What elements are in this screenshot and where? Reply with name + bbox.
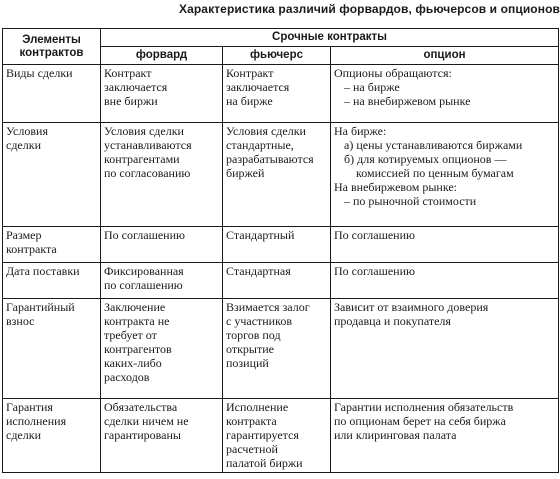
cell-line: а) цены устанавливаются биржами: [344, 138, 523, 152]
cell-line: по соглашению: [104, 278, 183, 292]
cell-line: Размер: [6, 228, 42, 242]
cell-forward: [101, 299, 223, 399]
header-forward: форвард: [101, 47, 223, 65]
cell-element: [3, 123, 101, 227]
cell-line: Гарантия: [6, 400, 53, 414]
cell-line: контракта не: [104, 314, 170, 328]
cell-line: взнос: [6, 314, 35, 328]
header-option: опцион: [331, 47, 559, 65]
cell-line: Виды сделки: [6, 66, 73, 80]
cell-line: продавца и покупателя: [334, 314, 451, 328]
cell-line: исполнения: [6, 414, 67, 428]
cell-line: Зависит от взаимного доверия: [334, 300, 489, 314]
cell-line: Контракт: [226, 66, 274, 80]
table-row: [3, 227, 559, 263]
cell-line: позиций: [226, 356, 269, 370]
cell-line: По соглашению: [334, 264, 415, 278]
cell-futures: [223, 227, 331, 263]
cell-element: [3, 263, 101, 299]
cell-line: заключается: [104, 80, 168, 94]
cell-futures: [223, 399, 331, 473]
cell-line: По соглашению: [334, 228, 415, 242]
cell-line: Заключение: [104, 300, 166, 314]
cell-option: [331, 299, 559, 399]
cell-line: контракта: [6, 242, 57, 256]
table-row: [3, 399, 559, 473]
cell-option: [331, 123, 559, 227]
cell-line: Обязательства: [104, 400, 178, 414]
cell-line: Условия сделки: [104, 124, 184, 138]
cell-line: с участников: [226, 314, 292, 328]
cell-line: Контракт: [104, 66, 152, 80]
cell-option: [331, 263, 559, 299]
cell-line: – по рыночной стоимости: [344, 194, 477, 208]
cell-line: комиссией по ценным бумагам: [356, 166, 514, 180]
cell-line: торгов под: [226, 328, 281, 342]
cell-line: требует от: [104, 328, 157, 342]
header-elements-line: Элементы: [22, 33, 81, 46]
cell-line: Условия сделки: [226, 124, 306, 138]
cell-element: [3, 227, 101, 263]
cell-forward: [101, 399, 223, 473]
header-elements-line: контрактов: [19, 46, 84, 59]
cell-line: каких-либо: [104, 356, 162, 370]
cell-element: [3, 399, 101, 473]
cell-line: – на бирже: [344, 80, 400, 94]
cell-futures: [223, 299, 331, 399]
cell-line: устанавливаются: [104, 138, 192, 152]
cell-line: На внебиржевом рынке:: [334, 180, 458, 194]
comparison-table: [2, 28, 559, 473]
cell-line: Гарантии исполнения обязательств: [334, 400, 514, 414]
cell-line: – на внебиржевом рынке: [344, 94, 471, 108]
header-group: Срочные контракты: [101, 29, 559, 47]
cell-line: разрабатываются: [226, 152, 314, 166]
cell-line: Опционы обращаются:: [334, 66, 452, 80]
cell-line: Гарантийный: [6, 300, 75, 314]
table-row: [3, 65, 559, 123]
cell-futures: [223, 263, 331, 299]
cell-line: заключается: [226, 80, 290, 94]
cell-line: Дата поставки: [6, 264, 80, 278]
cell-line: стандартные,: [226, 138, 294, 152]
table-header: [3, 29, 559, 65]
cell-line: по согласованию: [104, 166, 191, 180]
cell-line: контрагентов: [104, 342, 172, 356]
cell-line: сделки: [6, 428, 41, 442]
table-body: [3, 65, 559, 473]
table-row: [3, 263, 559, 299]
cell-line: или клиринговая палата: [334, 428, 457, 442]
cell-futures: [223, 65, 331, 123]
cell-line: гарантированы: [104, 428, 181, 442]
cell-line: Фиксированная: [104, 264, 184, 278]
cell-line: По соглашению: [104, 228, 185, 242]
cell-line: вне биржи: [104, 94, 158, 108]
cell-line: Взимается залог: [226, 300, 310, 314]
table-row: [3, 123, 559, 227]
cell-line: На бирже:: [334, 124, 387, 138]
header-futures: фьючерс: [223, 47, 331, 65]
cell-line: по опционам берет на себя биржа: [334, 414, 506, 428]
cell-forward: [101, 263, 223, 299]
cell-line: Стандартная: [226, 264, 291, 278]
cell-forward: [101, 227, 223, 263]
cell-option: [331, 65, 559, 123]
cell-element: [3, 65, 101, 123]
cell-line: расходов: [104, 370, 150, 384]
cell-line: б) для котируемых опционов —: [344, 152, 507, 166]
cell-element: [3, 299, 101, 399]
cell-line: контрагентами: [104, 152, 180, 166]
cell-line: расчетной: [226, 442, 278, 456]
cell-line: на бирже: [226, 94, 273, 108]
cell-forward: [101, 65, 223, 123]
cell-line: открытие: [226, 342, 274, 356]
cell-forward: [101, 123, 223, 227]
table-row: [3, 299, 559, 399]
cell-option: [331, 399, 559, 473]
cell-line: палатой биржи: [226, 456, 303, 470]
cell-futures: [223, 123, 331, 227]
cell-line: контракта: [226, 414, 277, 428]
cell-line: гарантируется: [226, 428, 299, 442]
header-elements: [3, 29, 101, 65]
cell-line: сделки: [6, 138, 41, 152]
table-title: Характеристика различий форвардов, фьючерсов и опционов: [179, 2, 560, 16]
cell-line: биржей: [226, 166, 265, 180]
cell-option: [331, 227, 559, 263]
cell-line: Условия: [6, 124, 48, 138]
cell-line: Исполнение: [226, 400, 289, 414]
cell-line: сделки ничем не: [104, 414, 189, 428]
cell-line: Стандартный: [226, 228, 295, 242]
